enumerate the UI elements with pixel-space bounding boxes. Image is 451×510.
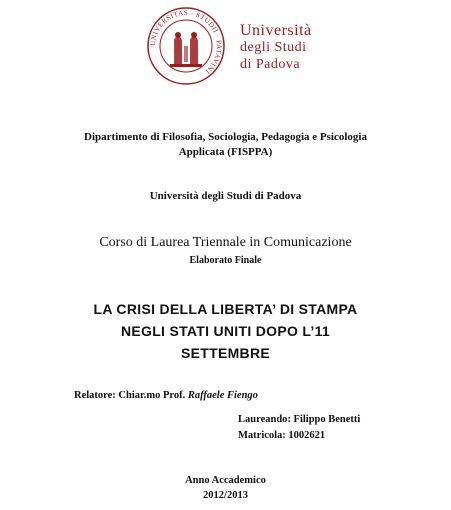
- wordmark-line-1: Università: [240, 22, 312, 39]
- supervisor: [74, 390, 258, 401]
- university-wordmark: [240, 22, 312, 73]
- thesis-title-line-1: LA CRISI DELLA LIBERTA’ DI STAMPA: [93, 301, 358, 317]
- university-seal-logo: [146, 6, 226, 86]
- course-name: Corso di Laurea Triennale in Comunicazione: [99, 235, 352, 250]
- supervisor-label: Relatore: Chiar.mo Prof.: [74, 390, 188, 401]
- thesis-title: [0, 298, 451, 364]
- thesis-title-line-2: NEGLI STATI UNITI DOPO L’11: [120, 323, 331, 339]
- seal-text: UNIVERSITAS · STUDII · PATAVINI: [148, 8, 224, 76]
- department: [0, 130, 451, 160]
- student-id: Matricola: 1002621: [238, 430, 326, 441]
- thesis-title-line-3: SETTEMBRE: [180, 345, 271, 361]
- wordmark-line-2: degli Studi: [240, 40, 307, 55]
- department-line-2: Applicata (FISPPA): [178, 146, 273, 158]
- wordmark-line-3: di Padova: [240, 57, 301, 72]
- university-name: Università degli Studi di Padova: [149, 190, 302, 202]
- academic-year-value: 2012/2013: [203, 490, 248, 501]
- academic-year-label: Anno Accademico: [185, 475, 266, 486]
- document-type: Elaborato Finale: [189, 255, 262, 266]
- supervisor-name: Raffaele Fiengo: [187, 390, 258, 401]
- candidate: Laureando: Filippo Benetti: [238, 414, 361, 425]
- academic-year: [0, 473, 451, 503]
- department-line-1: Dipartimento di Filosofia, Sociologia, Pedagogia e Psicologia: [84, 131, 367, 143]
